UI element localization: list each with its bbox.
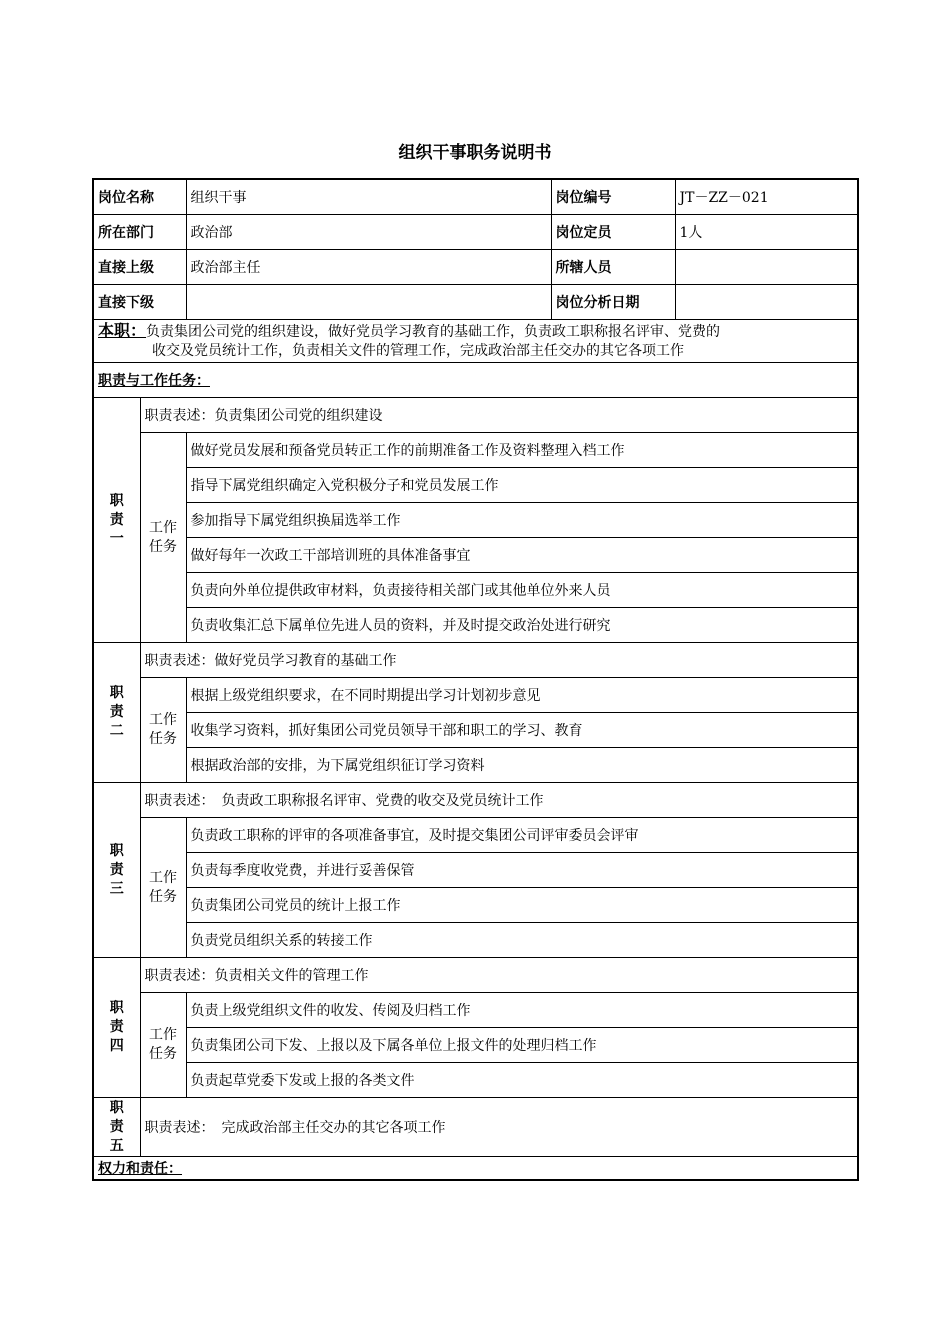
task-label <box>140 678 186 783</box>
duty-label-char: 一 <box>109 530 124 547</box>
task-row <box>93 538 858 573</box>
task-row <box>93 853 858 888</box>
task-label <box>140 993 186 1098</box>
duty-label-char: 五 <box>109 1137 124 1154</box>
label-subordinates: 所辖人员 <box>551 250 675 285</box>
duty-label <box>93 958 140 1098</box>
duty-label <box>93 643 140 783</box>
value-subordinates <box>675 250 858 285</box>
header-row <box>93 179 858 215</box>
task-label-line-1: 工作 <box>149 712 177 728</box>
task-row <box>93 1028 858 1063</box>
task-row <box>93 503 858 538</box>
duty-description: 职责表述： 完成政治部主任交办的其它各项工作 <box>140 1098 858 1157</box>
task-label-line-2: 任务 <box>149 731 177 747</box>
benzhi-label: 本职： <box>98 321 147 340</box>
task-row <box>93 433 858 468</box>
duty-desc-row <box>93 783 858 818</box>
task-text: 根据上级党组织要求，在不同时期提出学习计划初步意见 <box>186 678 858 713</box>
duty-desc-row <box>93 958 858 993</box>
section-duties-row <box>93 363 858 398</box>
task-row <box>93 748 858 783</box>
label-analysis-date: 岗位分析日期 <box>551 285 675 320</box>
duty-label-char: 责 <box>109 704 124 720</box>
duty-label-char: 责 <box>109 1019 124 1035</box>
duty-label-char: 职 <box>109 1000 124 1016</box>
task-text: 负责集团公司党员的统计上报工作 <box>186 888 858 923</box>
task-row <box>93 573 858 608</box>
value-department: 政治部 <box>186 215 551 250</box>
document-title: 组织干事职务说明书 <box>398 143 552 163</box>
task-label <box>140 433 186 643</box>
label-position-name: 岗位名称 <box>93 179 186 215</box>
task-row <box>93 678 858 713</box>
duty-label-char: 职 <box>109 842 124 859</box>
task-text: 做好每年一次政工干部培训班的具体准备事宜 <box>186 538 858 573</box>
task-row <box>93 608 858 643</box>
duty-label-char: 责 <box>109 861 124 878</box>
task-row <box>93 713 858 748</box>
duty-label <box>93 783 140 958</box>
task-row <box>93 1063 858 1098</box>
value-analysis-date <box>675 285 858 320</box>
duty-label <box>93 1098 140 1157</box>
task-label-line-1: 工作 <box>149 519 177 536</box>
task-text: 做好党员发展和预备党员转正工作的前期准备工作及资料整理入档工作 <box>186 433 858 468</box>
task-text: 负责政工职称的评审的各项准备事宜，及时提交集团公司评审委员会评审 <box>186 818 858 853</box>
label-direct-subordinate: 直接下级 <box>93 285 186 320</box>
task-text: 收集学习资料，抓好集团公司党员领导干部和职工的学习、教育 <box>186 713 858 748</box>
label-headcount: 岗位定员 <box>551 215 675 250</box>
section-power-heading: 权力和责任： <box>93 1157 858 1181</box>
value-headcount: 1人 <box>675 215 858 250</box>
task-text: 负责党员组织关系的转接工作 <box>186 923 858 958</box>
task-label-line-2: 任务 <box>149 1046 177 1062</box>
task-text: 负责向外单位提供政审材料，负责接待相关部门或其他单位外来人员 <box>186 573 858 608</box>
job-description-table <box>92 178 859 1181</box>
task-row <box>93 993 858 1028</box>
duty-desc-row <box>93 398 858 433</box>
duty-label-char: 职 <box>109 685 124 701</box>
task-text: 根据政治部的安排，为下属党组织征订学习资料 <box>186 748 858 783</box>
header-row <box>93 215 858 250</box>
duty-label-char: 责 <box>109 511 124 528</box>
duty-desc-row <box>93 643 858 678</box>
task-label-line-1: 工作 <box>149 869 177 886</box>
duty-label-char: 责 <box>109 1118 124 1135</box>
task-label-line-1: 工作 <box>149 1027 177 1043</box>
duty-description: 职责表述：负责相关文件的管理工作 <box>140 958 858 993</box>
benzhi-cell <box>93 320 858 363</box>
task-row <box>93 888 858 923</box>
task-text: 负责每季度收党费，并进行妥善保管 <box>186 853 858 888</box>
label-direct-superior: 直接上级 <box>93 250 186 285</box>
task-row <box>93 818 858 853</box>
duty-label-char: 职 <box>109 1099 124 1116</box>
value-direct-subordinate <box>186 285 551 320</box>
value-position-name: 组织干事 <box>186 179 551 215</box>
duty-label <box>93 398 140 643</box>
value-direct-superior: 政治部主任 <box>186 250 551 285</box>
value-position-code: JT－ZZ－021 <box>675 179 858 215</box>
task-text: 负责起草党委下发或上报的各类文件 <box>186 1063 858 1098</box>
task-label <box>140 818 186 958</box>
task-row <box>93 468 858 503</box>
header-row <box>93 250 858 285</box>
benzhi-line-1: 负责集团公司党的组织建设，做好党员学习教育的基础工作，负责政工职称报名评审、党费的 <box>146 324 721 340</box>
task-text: 负责集团公司下发、上报以及下属各单位上报文件的处理归档工作 <box>186 1028 858 1063</box>
duty-description: 职责表述：负责集团公司党的组织建设 <box>140 398 858 433</box>
task-label-line-2: 任务 <box>149 538 177 555</box>
benzhi-row <box>93 320 858 363</box>
duty-desc-row <box>93 1098 858 1157</box>
label-department: 所在部门 <box>93 215 186 250</box>
task-text: 负责上级党组织文件的收发、传阅及归档工作 <box>186 993 858 1028</box>
task-text: 参加指导下属党组织换届选举工作 <box>186 503 858 538</box>
section-duties-heading: 职责与工作任务： <box>93 363 858 398</box>
duty-label-char: 四 <box>109 1038 124 1054</box>
duty-label-char: 职 <box>109 492 124 509</box>
duty-description: 职责表述：做好党员学习教育的基础工作 <box>140 643 858 678</box>
duty-label-char: 二 <box>109 723 124 739</box>
task-text: 指导下属党组织确定入党积极分子和党员发展工作 <box>186 468 858 503</box>
task-label-line-2: 任务 <box>149 888 177 905</box>
header-row <box>93 285 858 320</box>
duty-description: 职责表述： 负责政工职称报名评审、党费的收交及党员统计工作 <box>140 783 858 818</box>
duty-label-char: 三 <box>109 880 124 897</box>
task-row <box>93 923 858 958</box>
section-power-row <box>93 1157 858 1181</box>
label-position-code: 岗位编号 <box>551 179 675 215</box>
benzhi-line-2: 收交及党员统计工作，负责相关文件的管理工作，完成政治部主任交办的其它各项工作 <box>152 343 684 359</box>
task-text: 负责收集汇总下属单位先进人员的资料，并及时提交政治处进行研究 <box>186 608 858 643</box>
